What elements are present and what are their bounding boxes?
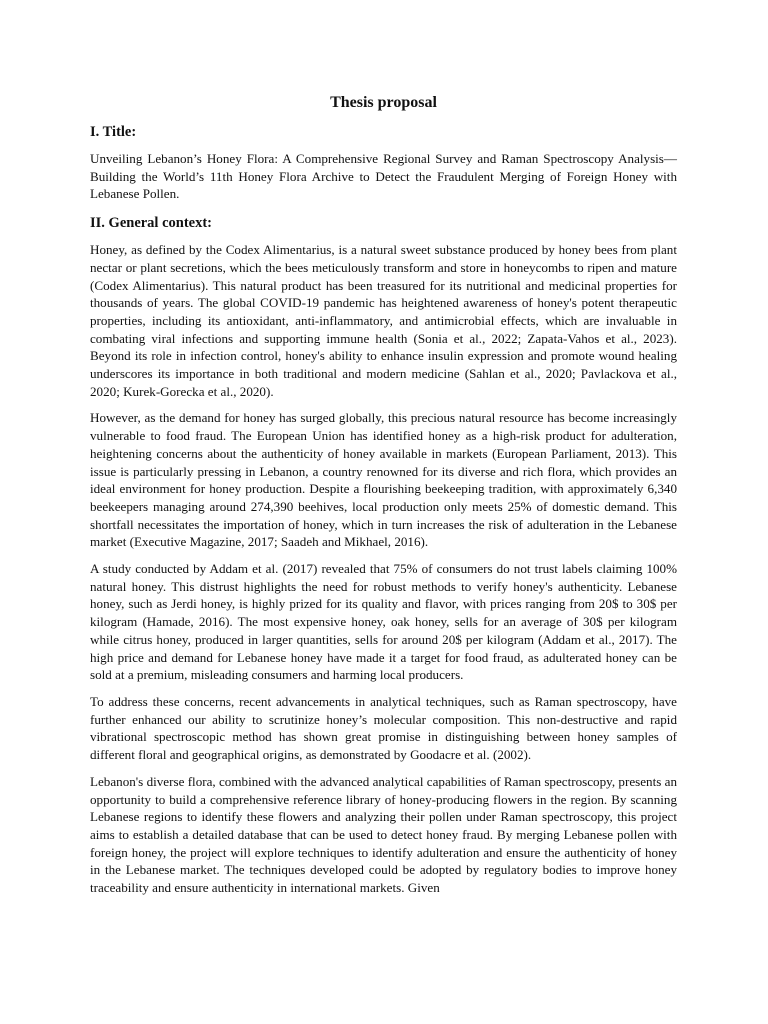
context-paragraph-1: Honey, as defined by the Codex Alimentarius, is a natural sweet substance produced by honey bees from plant nectar or plant secretions, which the bees meticulously transform and store in honeycombs to ripen and mature (Codex Alimentarius). This natural product has been treasured for its nutritional and medicinal properties for thousands of years. The global COVID-19 pandemic has heightened awareness of honey's potent therapeutic properties, including its antioxidant, anti-inflammatory, and antimicrobial effects, which are invaluable in combating viral infections and supporting immune health (Sonia et al., 2022; Zapata-Vahos et al., 2023). Beyond its role in infection control, honey's ability to enhance insulin expression and promote wound healing underscores its importance in both traditional and modern medicine (Sahlan et al., 2020; Pavlackova et al., 2020; Kurek-Gorecka et al., 2020).	[90, 242, 677, 399]
section-heading-general-context: II. General context:	[90, 215, 213, 232]
context-paragraph-5: Lebanon's diverse flora, combined with the advanced analytical capabilities of Raman spectroscopy, presents an opportunity to build a comprehensive reference library of honey-producing flowers in the region. By scanning Lebanese regions to identify these flowers and analyzing their pollen under Raman spectroscopy, this project aims to establish a detailed database that can be used to detect honey fraud. By merging Lebanese pollen with foreign honey, the project will explore techniques to identify adulteration and ensure the authenticity of honey in the Lebanese market. The techniques developed could be adopted by regulatory bodies to improve honey traceability and ensure authenticity in international markets. Given	[90, 773, 677, 896]
document-page	[90, 93, 677, 906]
section-heading-title: I. Title:	[90, 124, 137, 140]
document-title: Thesis proposal	[330, 94, 437, 111]
context-paragraph-3: A study conducted by Addam et al. (2017) revealed that 75% of consumers do not trust labels claiming 100% natural honey. This distrust highlights the need for robust methods to verify honey's authenticity. Lebanese honey, such as Jerdi honey, is highly prized for its quality and flavor, with prices ranging from 20$ to 30$ per kilogram (Hamade, 2016). The most expensive honey, oak honey, sells for an average of 30$ per kilogram while citrus honey, produced in larger quantities, sells for around 20$ per kilogram (Addam et al., 2017). The high price and demand for Lebanese honey have made it a target for food fraud, as adulterated honey can be sold at a premium, misleading consumers and harming local producers.	[90, 561, 677, 683]
context-paragraph-4: To address these concerns, recent advancements in analytical techniques, such as Raman spectroscopy, have further enhanced our ability to scrutinize honey’s molecular composition. This non-destructive and rapid vibrational spectroscopic method has shown great promise in distinguishing between honey samples of different floral and geographical origins, as demonstrated by Goodacre et al. (2002).	[90, 693, 677, 763]
context-paragraph-2: However, as the demand for honey has surged globally, this precious natural resource has become increasingly vulnerable to food fraud. The European Union has identified honey as a high-risk product for adulteration, heightening concerns about the authenticity of honey available in markets (European Parliament, 2013). This issue is particularly pressing in Lebanon, a country renowned for its diverse and rich flora, which provides an ideal environment for honey production. Despite a flourishing beekeeping tradition, with approximately 6,340 beekeepers managing around 274,390 beehives, local production only meets 25% of domestic demand. This shortfall necessitates the importation of honey, which in turn increases the risk of adulteration in the Lebanese market (Executive Magazine, 2017; Saadeh and Mikhael, 2016).	[90, 410, 677, 550]
title-paragraph: Unveiling Lebanon’s Honey Flora: A Comprehensive Regional Survey and Raman Spectroscopy Analysis—Building the World’s 11th Honey Flora Archive to Detect the Fraudulent Merging of Foreign Honey with Lebanese Pollen.	[90, 151, 677, 202]
